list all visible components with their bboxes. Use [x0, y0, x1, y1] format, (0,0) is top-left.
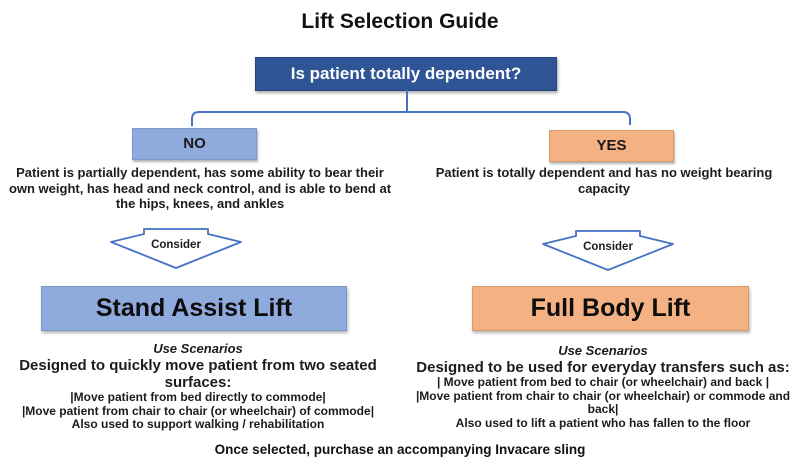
use-scenario-item: Also used to lift a patient who has fallen to the floor — [455, 415, 751, 430]
use-scenarios-title: Use Scenarios — [153, 341, 243, 356]
use-scenario-item: |Move patient from chair to chair (or wheelchair) of commode| — [21, 403, 375, 418]
stand-assist-use-scenarios — [2, 341, 394, 432]
use-scenarios-heading: Designed to quickly move patient from two seated surfaces: — [19, 357, 377, 391]
no-branch-box: NO — [132, 128, 257, 160]
use-scenarios-title: Use Scenarios — [558, 343, 648, 358]
yes-branch-box: YES — [549, 130, 674, 162]
use-scenarios-heading: Designed to be used for everyday transfers such as: — [416, 359, 790, 376]
use-scenario-item: Also used to support walking / rehabilitation — [71, 417, 325, 431]
root-question-box: Is patient totally dependent? — [255, 57, 557, 91]
consider-label: Consider — [151, 239, 201, 251]
full-body-use-scenarios — [406, 343, 800, 430]
footer-note: Once selected, purchase an accompanying Invacare sling — [214, 442, 586, 457]
use-scenario-item: |Move patient from chair to chair (or wheelchair) or commode and back| — [415, 388, 791, 416]
no-description-line: Patient is partially dependent, has some ability to bear their — [16, 165, 384, 180]
consider-label: Consider — [583, 241, 633, 253]
no-branch-description — [2, 165, 398, 212]
stand-assist-lift-box: Stand Assist Lift — [41, 286, 347, 331]
full-body-lift-box: Full Body Lift — [472, 286, 749, 331]
use-scenario-item: |Move patient from bed directly to commode| — [70, 390, 326, 404]
yes-description-line: Patient is totally dependent and has no weight bearing — [435, 165, 773, 180]
yes-description-line: capacity — [577, 180, 631, 196]
no-description-line: own weight, has head and neck control, and is able to bend at — [8, 180, 392, 196]
page-title: Lift Selection Guide — [301, 10, 499, 33]
no-description-line: the hips, knees, and ankles — [115, 196, 285, 211]
yes-branch-description — [408, 165, 800, 196]
use-scenario-item: | Move patient from bed to chair (or wheelchair) and back | — [436, 375, 770, 389]
consider-down-arrow-left — [110, 228, 242, 270]
consider-down-arrow-right — [542, 230, 674, 272]
